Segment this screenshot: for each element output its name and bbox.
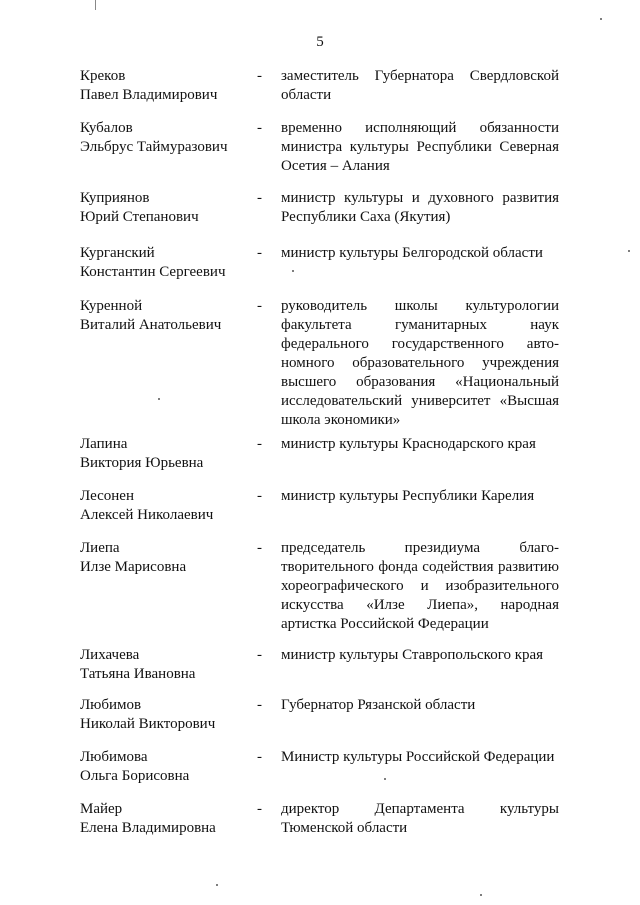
given-names: Елена Владимировна (80, 820, 216, 836)
scan-speck (600, 18, 602, 20)
separator-dash: - (257, 540, 262, 556)
position-line: высшего образования «Национальный (281, 374, 559, 390)
scan-speck (480, 894, 482, 896)
attendee-name (80, 748, 250, 786)
position-line: министр культуры Ставропольского края (281, 647, 544, 663)
page-number: 5 (316, 34, 324, 50)
separator-dash: - (257, 298, 262, 314)
position-line: Республики Саха (Якутия) (281, 209, 451, 225)
position-line: федерального государственного авто- (281, 336, 559, 352)
position-line: факультета гуманитарных наук (281, 317, 559, 333)
surname: Лиепа (80, 540, 120, 556)
position-line: министр культуры Республики Карелия (281, 488, 535, 504)
position-line: министр культуры и духовного развития (281, 190, 559, 206)
attendee-position (281, 748, 559, 767)
surname: Лихачева (80, 647, 140, 663)
position-line: министр культуры Белгородской области (281, 245, 543, 261)
given-names: Юрий Степанович (80, 209, 199, 225)
position-line: руководитель школы культурологии (281, 298, 559, 314)
separator-dash: - (257, 697, 262, 713)
attendee-position (281, 646, 559, 665)
position-line: Губернатор Рязанской области (281, 697, 476, 713)
separator-dash: - (257, 801, 262, 817)
attendee-position (281, 800, 559, 838)
attendee-name (80, 244, 250, 282)
scan-speck (628, 250, 630, 252)
surname: Курганский (80, 245, 155, 261)
attendee-name (80, 435, 250, 473)
attendee-name (80, 696, 250, 734)
given-names: Константин Сергеевич (80, 264, 226, 280)
surname: Куренной (80, 298, 143, 314)
position-line: творительного фонда содействия развитию (281, 559, 559, 575)
attendee-name (80, 189, 250, 227)
separator-dash: - (257, 245, 262, 261)
given-names: Николай Викторович (80, 716, 216, 732)
attendee-position (281, 696, 559, 715)
position-line: Тюменской области (281, 820, 408, 836)
surname: Куприянов (80, 190, 150, 206)
attendee-position (281, 487, 559, 506)
scan-edge-mark (95, 0, 96, 10)
surname: Любимова (80, 749, 148, 765)
attendee-position (281, 539, 559, 634)
attendee-position (281, 119, 559, 176)
given-names: Виктория Юрьевна (80, 455, 204, 471)
attendee-name (80, 67, 250, 105)
attendee-name (80, 539, 250, 577)
separator-dash: - (257, 120, 262, 136)
surname: Кубалов (80, 120, 133, 136)
scan-speck (158, 398, 160, 400)
position-line: председатель президиума благо- (281, 540, 559, 556)
given-names: Эльбрус Таймуразович (80, 139, 228, 155)
separator-dash: - (257, 647, 262, 663)
attendee-name (80, 487, 250, 525)
separator-dash: - (257, 190, 262, 206)
attendee-position (281, 189, 559, 227)
position-line: временно исполняющий обязанности (281, 120, 559, 136)
position-line: школа экономики» (281, 412, 401, 428)
attendee-name (80, 800, 250, 838)
scan-speck (292, 270, 294, 272)
position-line: номного образовательного учреждения (281, 355, 559, 371)
attendee-position (281, 435, 559, 454)
given-names: Виталий Анатольевич (80, 317, 222, 333)
surname: Лесонен (80, 488, 134, 504)
position-line: Министр культуры Российской Федерации (281, 749, 555, 765)
given-names: Татьяна Ивановна (80, 666, 196, 682)
given-names: Ольга Борисовна (80, 768, 190, 784)
position-line: министра культуры Республики Северная (281, 139, 559, 155)
position-line: директор Департамента культуры (281, 801, 559, 817)
given-names: Павел Владимирович (80, 87, 218, 103)
attendee-name (80, 646, 250, 684)
separator-dash: - (257, 68, 262, 84)
attendee-position (281, 244, 559, 263)
attendee-name (80, 297, 250, 335)
attendee-position (281, 67, 559, 105)
attendee-position (281, 297, 559, 430)
separator-dash: - (257, 488, 262, 504)
position-line: искусства «Илзе Лиепа», народная (281, 597, 559, 613)
separator-dash: - (257, 749, 262, 765)
given-names: Алексей Николаевич (80, 507, 214, 523)
surname: Любимов (80, 697, 142, 713)
position-line: заместитель Губернатора Свердловской (281, 68, 559, 84)
position-line: исследовательский университет «Высшая (281, 393, 559, 409)
position-line: области (281, 87, 332, 103)
position-line: хореографического и изобразительного (281, 578, 559, 594)
position-line: Осетия – Алания (281, 158, 390, 174)
given-names: Илзе Марисовна (80, 559, 187, 575)
surname: Майер (80, 801, 123, 817)
surname: Креков (80, 68, 126, 84)
separator-dash: - (257, 436, 262, 452)
attendee-name (80, 119, 250, 157)
scan-speck (216, 884, 218, 886)
position-line: министр культуры Краснодарского края (281, 436, 536, 452)
position-line: артистка Российской Федерации (281, 616, 489, 632)
scan-speck (384, 778, 386, 780)
surname: Лапина (80, 436, 128, 452)
